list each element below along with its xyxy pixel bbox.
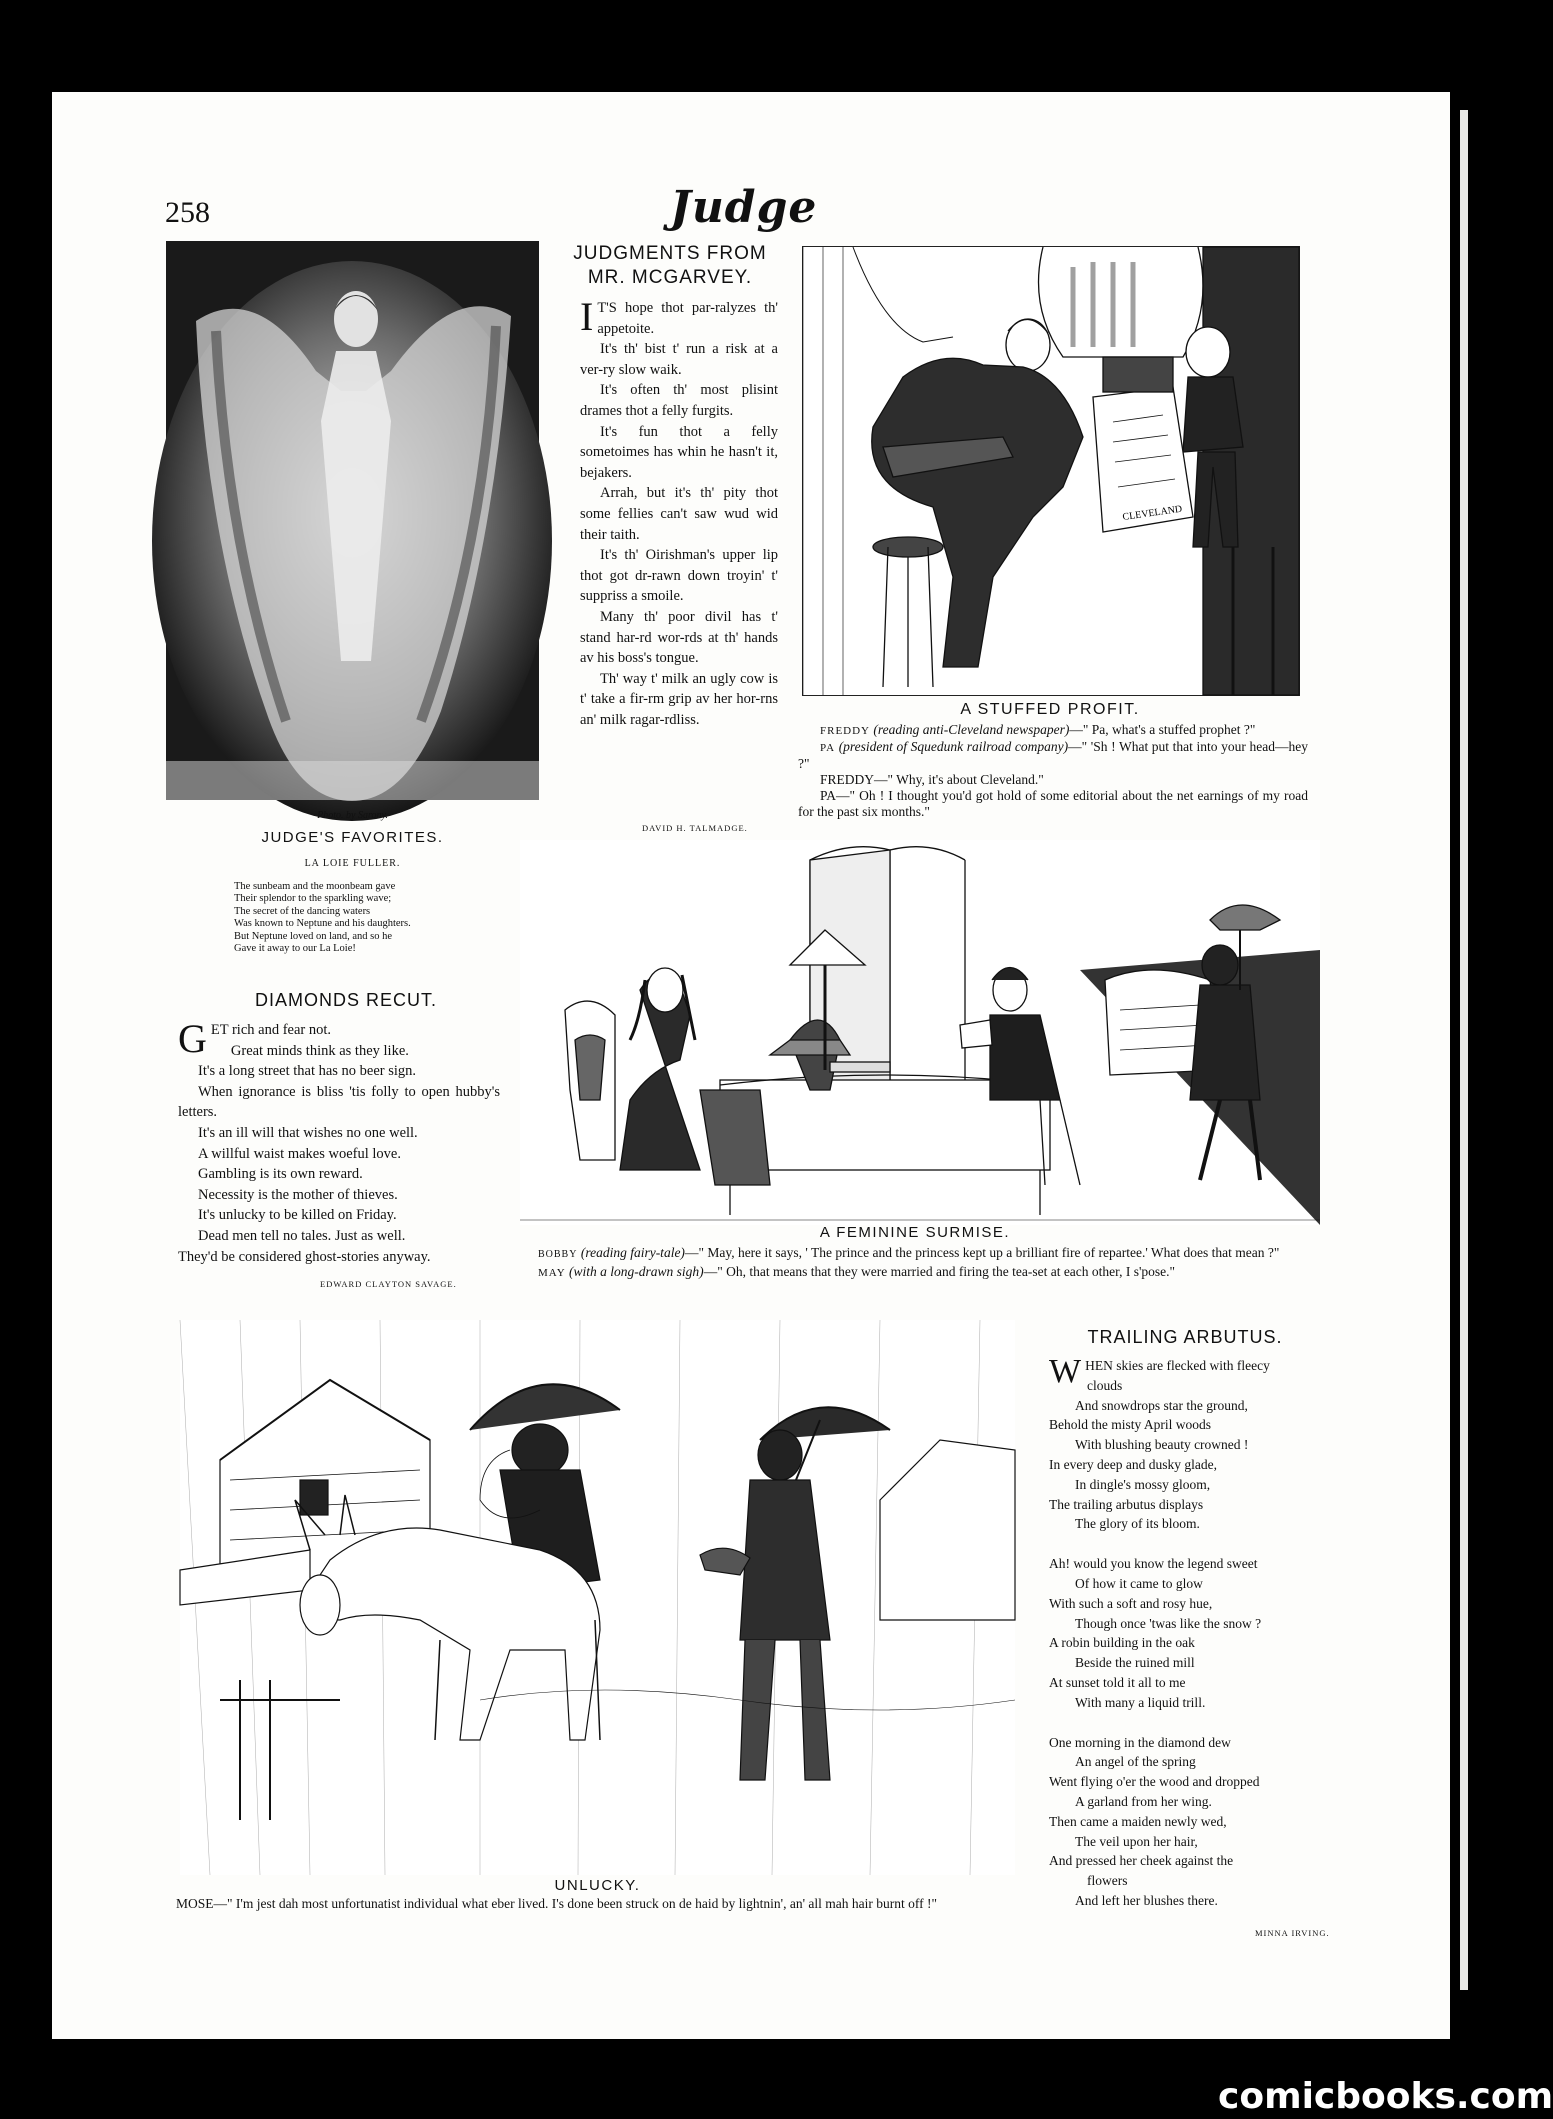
favorites-subtitle: LA LOIE FULLER.: [304, 858, 401, 869]
verse-line: Ah! would you know the legend sweet: [1049, 1556, 1258, 1572]
mcgarvey-author: DAVID H. TALMADGE.: [642, 823, 748, 833]
paragraph: Many th' poor divil has t' stand har-rd wor-rds at th' hands av his boss's tongue.: [580, 608, 778, 667]
loie-fuller-photo: [166, 241, 539, 800]
stuffed-profit-title: A STUFFED PROFIT.: [960, 701, 1140, 718]
verse-line: The glory of its bloom.: [1075, 1516, 1200, 1532]
verse-line: Though once 'twas like the snow ?: [1075, 1615, 1262, 1631]
diamonds-text: [178, 1016, 500, 1267]
stage-note: (president of Squedunk railroad company): [838, 739, 1069, 754]
maxim: It's unlucky to be killed on Friday.: [198, 1207, 397, 1224]
verse-line: Gave it away to our La Loie!: [234, 943, 356, 955]
diamonds-author: EDWARD CLAYTON SAVAGE.: [320, 1279, 457, 1289]
verse-line: Went flying o'er the wood and dropped: [1049, 1774, 1260, 1790]
maxim: Dead men tell no tales. Just as well.: [198, 1227, 406, 1244]
verse-line: Of how it came to glow: [1075, 1575, 1203, 1591]
dialog-line: —" May, here it says, ' The prince and the princess kept up a brilliant fire of repartee.' What does that mean ?": [684, 1245, 1280, 1260]
paragraph: It's often th' most plisint drames thot a felly furgits.: [580, 382, 778, 419]
photo-credit: Photo. by Sarony.: [317, 810, 388, 821]
stuffed-profit-illustration: [802, 246, 1300, 696]
newspaper-text: CLEVELAND: [1121, 503, 1183, 523]
mcgarvey-text: [580, 294, 778, 730]
verse-line: And left her blushes there.: [1075, 1892, 1218, 1908]
verse-line: And pressed her cheek against the: [1049, 1853, 1234, 1869]
verse-line: One morning in the diamond dew: [1049, 1734, 1231, 1750]
unlucky-title: UNLUCKY.: [554, 1877, 641, 1894]
diamonds-title: DIAMONDS RECUT.: [254, 990, 437, 1010]
dialog-line: —" 'Sh ! What put that into your head—hey ?": [798, 739, 1309, 771]
unlucky-illustration: [180, 1320, 1015, 1875]
verse-line: A robin building in the oak: [1049, 1635, 1195, 1651]
favorites-title: JUDGE'S FAVORITES.: [261, 829, 444, 846]
mcgarvey-title-1: JUDGMENTS FROM: [573, 243, 767, 264]
stuffed-profit-dialog: [798, 722, 1308, 820]
verse-line: A garland from her wing.: [1075, 1793, 1212, 1809]
page-number: 258: [165, 196, 210, 229]
arbutus-author: MINNA IRVING.: [1255, 1928, 1330, 1938]
verse-line: With such a soft and rosy hue,: [1049, 1595, 1213, 1611]
dialog-line: PA—" Oh ! I thought you'd got hold of some editorial about the net earnings of my road for the past six months.": [798, 788, 1308, 819]
feminine-surmise-title: A FEMININE SURMISE.: [819, 1224, 1011, 1241]
arbutus-title: TRAILING ARBUTUS.: [1087, 1327, 1283, 1347]
next-page-edge: [1460, 110, 1468, 1990]
verse-line: Their splendor to the sparkling wave;: [234, 893, 392, 905]
paragraph: Th' way t' milk an ugly cow is t' take a fir-rm grip av her hor-rns an' milk ragar-rdliss.: [580, 670, 778, 728]
verse-line: The sunbeam and the moonbeam gave: [234, 881, 396, 892]
verse-line: At sunset told it all to me: [1049, 1674, 1186, 1690]
maxim: Gambling is its own reward.: [198, 1166, 363, 1183]
mcgarvey-title-2: MR. MCGARVEY.: [587, 267, 753, 288]
speaker: FREDDY: [820, 725, 871, 737]
arbutus-poem: [1049, 1353, 1329, 1911]
dropcap: W: [1049, 1353, 1082, 1390]
paragraph: It's fun thot a felly sometoimes has whin he hasn't it, bejakers.: [580, 423, 778, 481]
paragraph: Arrah, but it's th' pity thot some fellies can't saw wud wid their taith.: [580, 485, 778, 543]
stage-note: (reading fairy-tale): [580, 1245, 685, 1260]
speaker: MAY: [538, 1267, 566, 1279]
maxim: Necessity is the mother of thieves.: [198, 1186, 398, 1203]
dropcap: G: [178, 1016, 207, 1061]
verse-line: In every deep and dusky glade,: [1049, 1456, 1217, 1472]
verse-line: Beside the ruined mill: [1075, 1655, 1195, 1671]
maxim: They'd be considered ghost-stories anyway.: [178, 1248, 431, 1265]
maxim: When ignorance is bliss 'tis folly to open hubby's letters.: [178, 1083, 500, 1121]
maxim: ET rich and fear not.: [210, 1022, 332, 1038]
maxim: A willful waist makes woeful love.: [198, 1145, 401, 1162]
feminine-surmise-illustration: [520, 840, 1320, 1225]
stage-note: (reading anti-Cleveland newspaper): [873, 722, 1070, 737]
verse-line: Behold the misty April woods: [1049, 1417, 1211, 1433]
verse-line: And snowdrops star the ground,: [1075, 1397, 1248, 1413]
paragraph: It's th' Oirishman's upper lip thot got dr-rawn down troyin' t' suppriss a smoile.: [580, 547, 778, 605]
verse-line: The secret of the dancing waters: [234, 905, 371, 917]
unlucky-dialog: MOSE—" I'm jest dah most unfortunatist individual what eber lived. I's done been struck on de haid by lightnin', an' all mah hair burnt off !": [176, 1896, 937, 1911]
watermark-text: comicbooks.com: [1218, 2076, 1553, 2117]
verse-line: Then came a maiden newly wed,: [1049, 1813, 1227, 1829]
dialog-line: FREDDY—" Why, it's about Cleveland.": [820, 772, 1044, 787]
maxim: It's a long street that has no beer sign.: [198, 1063, 417, 1080]
paragraph: It's th' bist t' run a risk at a ver-ry slow waik.: [580, 341, 778, 378]
verse-line: HEN skies are flecked with fleecy: [1085, 1358, 1270, 1373]
maxim: It's an ill will that wishes no one well.: [198, 1124, 418, 1141]
favorites-verse: [234, 881, 411, 955]
verse-line: But Neptune loved on land, and so he: [234, 930, 393, 942]
verse-line: clouds: [1087, 1377, 1123, 1393]
verse-line: flowers: [1087, 1873, 1128, 1889]
scan-border: [1450, 0, 1500, 2119]
maxim: Great minds think as they like.: [230, 1042, 409, 1059]
verse-line: With many a liquid trill.: [1075, 1694, 1206, 1710]
dialog-line: —" Oh, that means that they were married and firing the tea-set at each other, I s'pose.": [703, 1264, 1176, 1279]
masthead-logo: Judge: [670, 182, 818, 233]
feminine-surmise-dialog: [516, 1244, 1316, 1282]
speaker: BOBBY: [538, 1249, 578, 1260]
verse-line: Was known to Neptune and his daughters.: [234, 918, 411, 930]
verse-line: In dingle's mossy gloom,: [1075, 1476, 1211, 1492]
dialog-line: —" Pa, what's a stuffed prophet ?": [1069, 722, 1256, 737]
verse-line: The trailing arbutus displays: [1049, 1496, 1204, 1512]
speaker: PA: [820, 742, 836, 754]
verse-line: An angel of the spring: [1075, 1754, 1196, 1770]
paragraph: T'S hope thot par-ralyzes th' appetoite.: [597, 300, 778, 337]
dropcap: I: [580, 294, 594, 339]
verse-line: With blushing beauty crowned !: [1075, 1437, 1249, 1453]
stage-note: (with a long-drawn sigh): [569, 1264, 704, 1279]
verse-line: The veil upon her hair,: [1075, 1833, 1198, 1849]
